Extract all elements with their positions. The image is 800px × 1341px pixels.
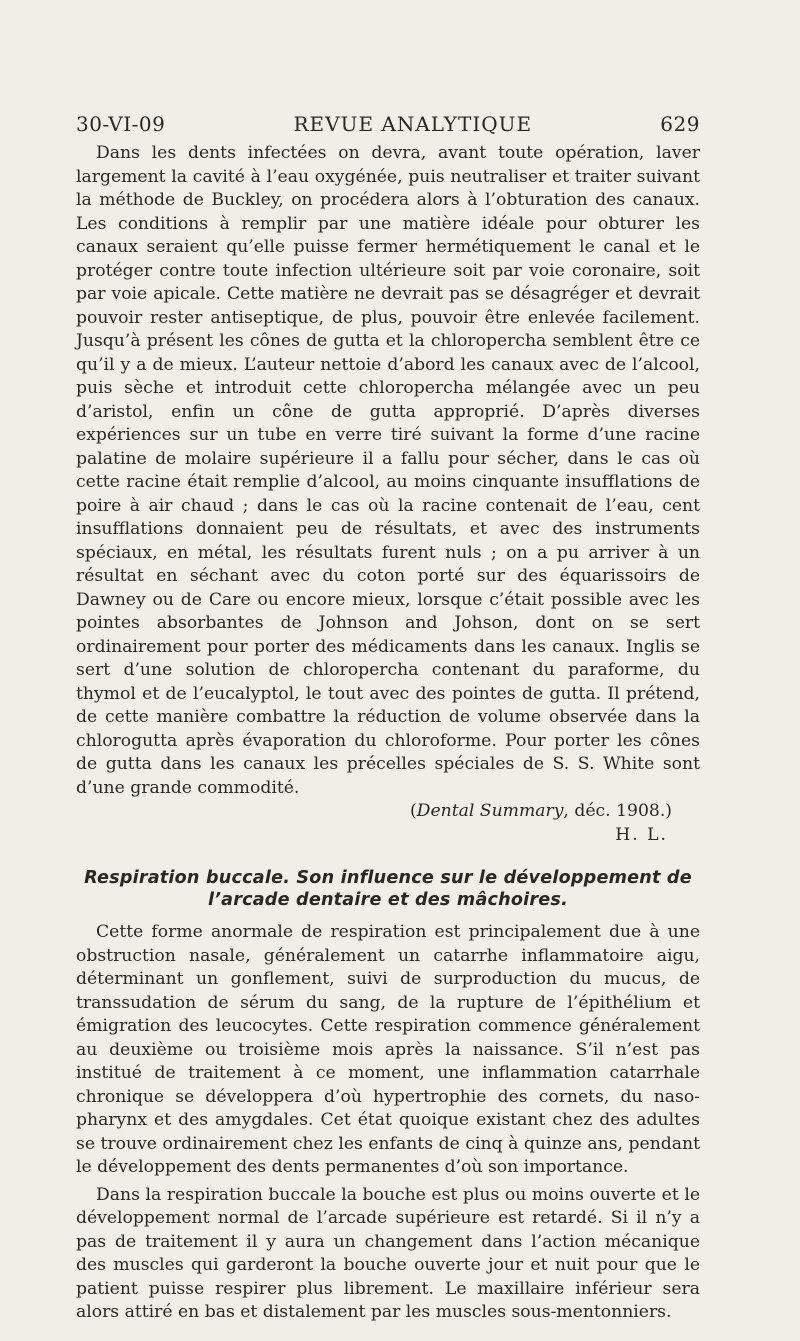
citation-open: ( — [409, 801, 417, 821]
citation — [76, 800, 700, 824]
article2-paragraph-2: Dans la respiration buccale la bouche est plus ou moins ouverte et le développement normal de l’arcade supérieure est retardé. Si il n’y a pas de traitement il y aura un changement dans l’action mécanique des muscles qui garderont la bouche ouverte jour et nuit pour que le patient puisse respirer plus librement. Le maxillaire inférieur sera alors attiré en bas et distalement par les muscles sous-mentonniers. — [76, 1184, 700, 1322]
citation-rest: , déc. 1908.) — [563, 801, 672, 821]
article1-paragraph: Dans les dents infectées on devra, avant toute opération, laver largement la cavité à l’eau oxygénée, puis neutraliser et traiter suivant la méthode de Buckley, on procédera alors à l’obturation des canaux. Les conditions à remplir par une matière idéale pour obturer les canaux seraient qu’elle puisse fermer hermétiquement le canal et le protéger contre toute infection ultérieure soit par voie coronaire, soit par voie apicale. Cette matière ne devrait pas se désagréger et devrait pouvoir rester antiseptique, de plus, pouvoir être enlevée facilement. Jusqu’à présent les cônes de gutta et la chloropercha semblent être ce qu’il y a de mieux. L’auteur nettoie d’abord les canaux avec de l’alcool, puis sèche et introduit cette chloropercha mélangée avec un peu d’aristol, enfin un cône de gutta approprié. D’après diverses expériences sur un tube en verre tiré suivant la forme d’une racine palatine de molaire supérieure il a fallu pour sécher, dans le cas où cette racine était remplie d’alcool, au moins cinquante insufflations de poire à air chaud ; dans le cas où la racine contenait de l’eau, cent insufflations donnaient peu de résultats, et avec des instruments spéciaux, en métal, les résultats furent nuls ; on a pu arriver à un résultat en séchant avec du coton porté sur des équarissoirs de Dawney ou de Care ou encore mieux, lorsque c’était possible avec les pointes absorbantes de Johnson and Johson, dont on se sert ordinairement pour porter des médicaments dans les canaux. Inglis se sert d’une solution de chloropercha contenant du paraforme, du thymol et de l’eucalyptol, le tout avec des pointes de gutta. Il prétend, de cette manière combattre la réduction de volume observée dans la chlorogutta après évaporation du chloroforme. Pour porter les cônes de gutta dans les canaux les précelles spéciales de S. S. White sont d’une grande commodité. — [76, 143, 700, 798]
running-header — [76, 112, 700, 136]
author-signature: H. L. — [615, 824, 668, 845]
header-date: 30-VI-09 — [76, 112, 166, 136]
page-number: 629 — [660, 112, 700, 136]
section-title-line2: l’arcade dentaire et des mâchoires. — [208, 890, 568, 910]
article2-paragraph-1: Cette forme anormale de respiration est principalement due à une obstruction nasale, généralement un catarrhe inflammatoire aigu, déterminant un gonflement, suivi de surproduction du mucus, de transsudation de sérum du sang, de la rupture de l’épithélium et émigration des leucocytes. Cette respiration commence généralement au deuxième ou troisième mois après la naissance. S’il n’est pas institué de traitement à ce moment, une inflammation catarrhale chronique se développera d’où hypertrophie des cornets, du naso-pharynx et des amygdales. Cet état quoique existant chez des adultes se trouve ordinairement chez les enfants de cinq à quinze ans, pendant le développement des dents permanentes d’où son importance. — [76, 922, 700, 1177]
header-title: REVUE ANALYTIQUE — [293, 112, 533, 136]
citation-journal: Dental Summary — [416, 801, 564, 821]
page — [76, 112, 700, 1325]
section-title-line1: Respiration buccale. Son influence sur le développement de — [84, 868, 692, 888]
section-title — [76, 867, 700, 911]
